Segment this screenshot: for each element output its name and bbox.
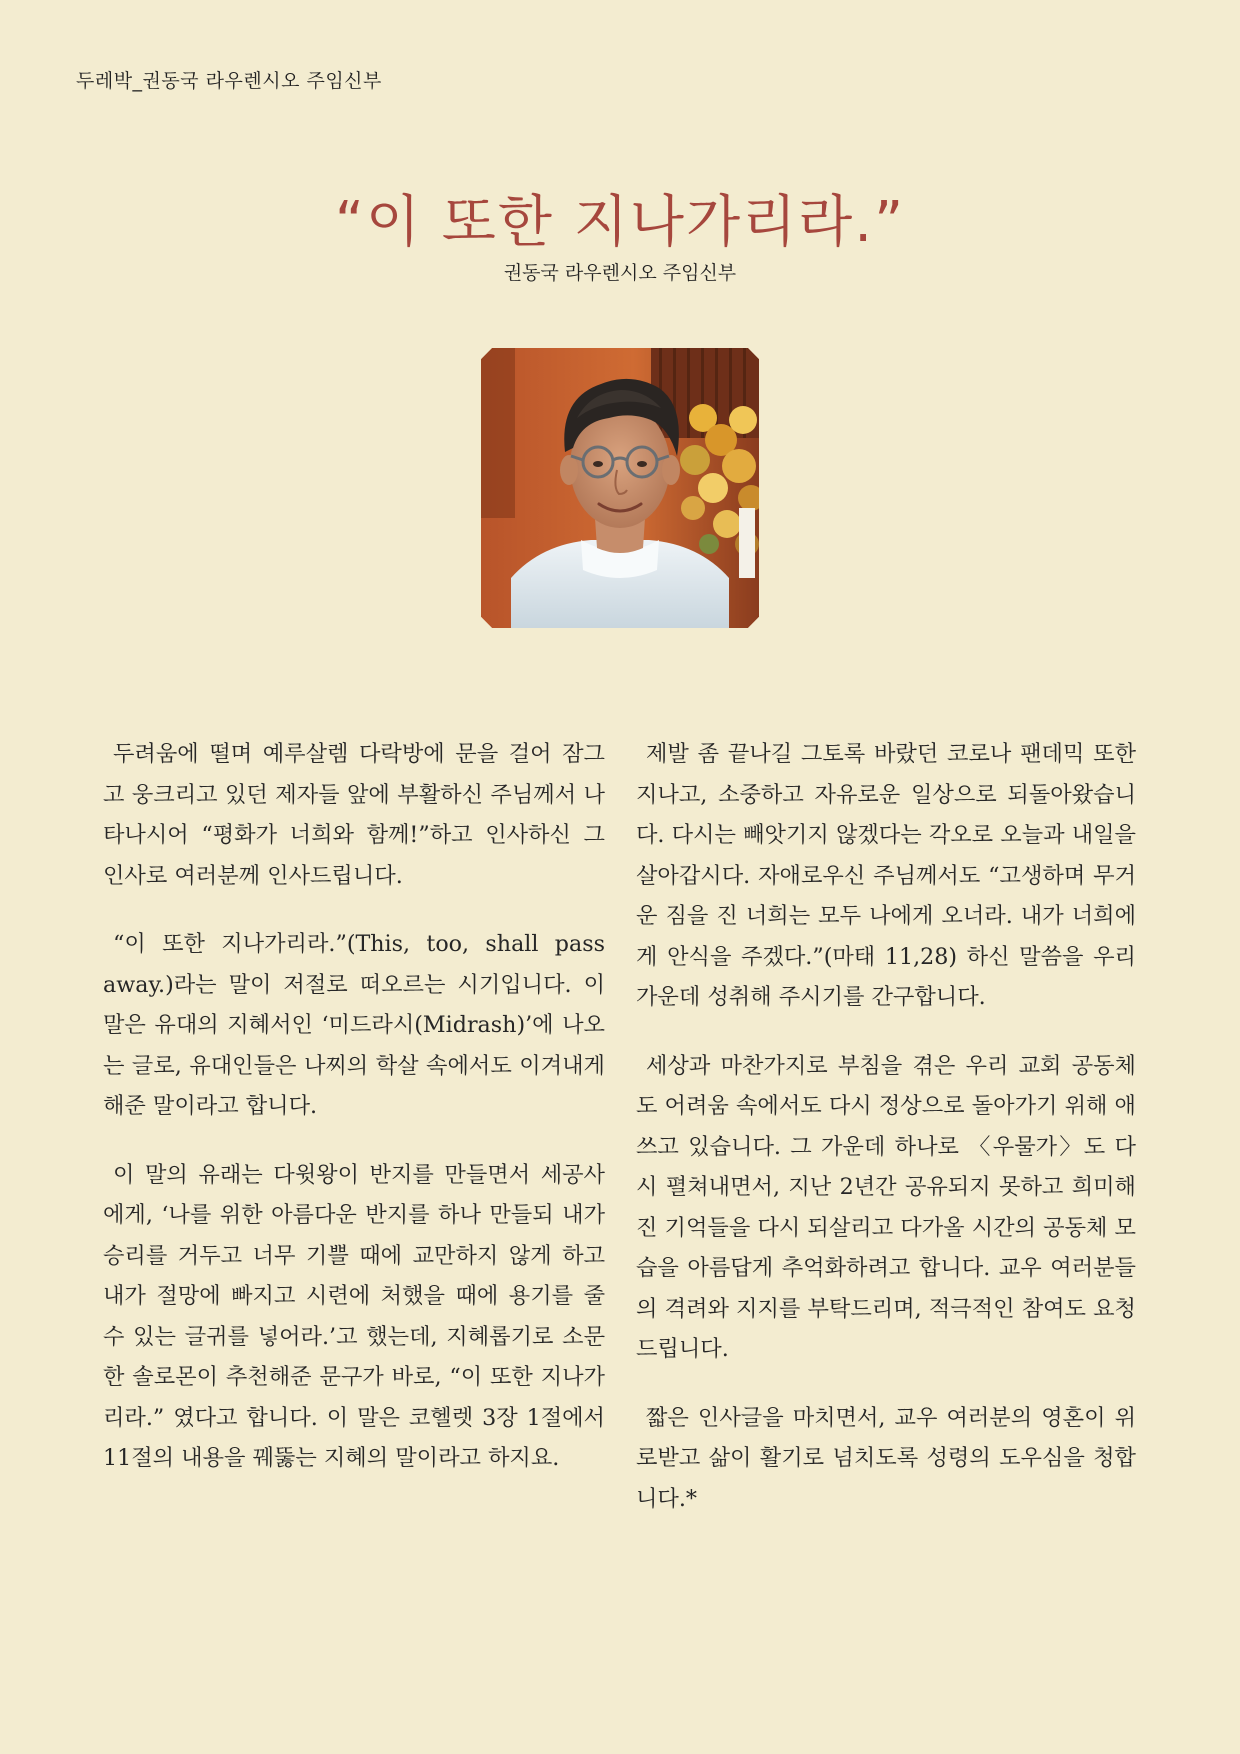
article-left-column xyxy=(103,734,605,1507)
paragraph-community: 세상과 마찬가지로 부침을 겪은 우리 교회 공동체도 어려움 속에서도 다시 정상으로 돌아가기 위해 애쓰고 있습니다. 그 가운데 하나로 〈우물가〉도 다시 펼쳐내면서, 지난 2년간 공유되지 못하고 희미해진 기억들을 다시 되살리고 다가올 시간의 공동체 모습을 아름답게 추억화하려고 합니다. 교우 여러분들의 격려와 지지를 부탁드리며, 적극적인 참여도 요청드립니다. xyxy=(636,1052,1136,1362)
paragraph-pandemic: 제발 좀 끝나길 그토록 바랐던 코로나 팬데믹 또한 지나고, 소중하고 자유로운 일상으로 되돌아왔습니다. 다시는 빼앗기지 않겠다는 각오로 오늘과 내일을 살아갑시다. 자애로우신 주님께서도 “고생하며 무거운 짐을 진 너희는 모두 나에게 오너라. 내가 너희에게 안식을 주겠다.”(마태 11,28) 하신 말씀을 우리 가운데 성취해 주시기를 간구합니다. xyxy=(636,741,1136,1010)
running-header: 두레박_권동국 라우렌시오 주임신부 xyxy=(76,70,382,92)
article-title: “이 또한 지나가리라.” xyxy=(334,190,906,255)
article-byline: 권동국 라우렌시오 주임신부 xyxy=(503,262,737,284)
paragraph-closing: 짧은 인사글을 마치면서, 교우 여러분의 영혼이 위로받고 삶이 활기로 넘치도록 성령의 도우심을 청합니다.* xyxy=(636,1404,1136,1512)
paragraph-origin: 이 말의 유래는 다윗왕이 반지를 만들면서 세공사에게, ‘나를 위한 아름다운 반지를 하나 만들되 내가 승리를 거두고 너무 기쁠 때에 교만하지 않게 하고 내가 절망에 빠지고 시련에 처했을 때에 용기를 줄 수 있는 글귀를 넣어라.’고 했는데, 지혜롭기로 소문한 솔로몬이 추천해준 문구가 바로, “이 또한 지나가리라.” 였다고 합니다. 이 말은 코헬렛 3장 1절에서 11절의 내용을 꿰뚫는 지혜의 말이라고 하지요. xyxy=(103,1161,605,1471)
paragraph-greeting: 두려움에 떨며 예루살렘 다락방에 문을 걸어 잠그고 웅크리고 있던 제자들 앞에 부활하신 주님께서 나타나시어 “평화가 너희와 함께!”하고 인사하신 그 인사로 여러분께 인사드립니다. xyxy=(103,741,605,889)
portrait-photo xyxy=(481,348,759,628)
paragraph-midrash: “이 또한 지나가리라.”(This, too, shall pass away.)라는 말이 저절로 떠오르는 시기입니다. 이 말은 유대의 지혜서인 ‘미드라시(Midrash)’에 나오는 글로, 유대인들은 나찌의 학살 속에서도 이겨내게 해준 말이라고 합니다. xyxy=(103,931,605,1119)
article-right-column xyxy=(636,734,1136,1547)
